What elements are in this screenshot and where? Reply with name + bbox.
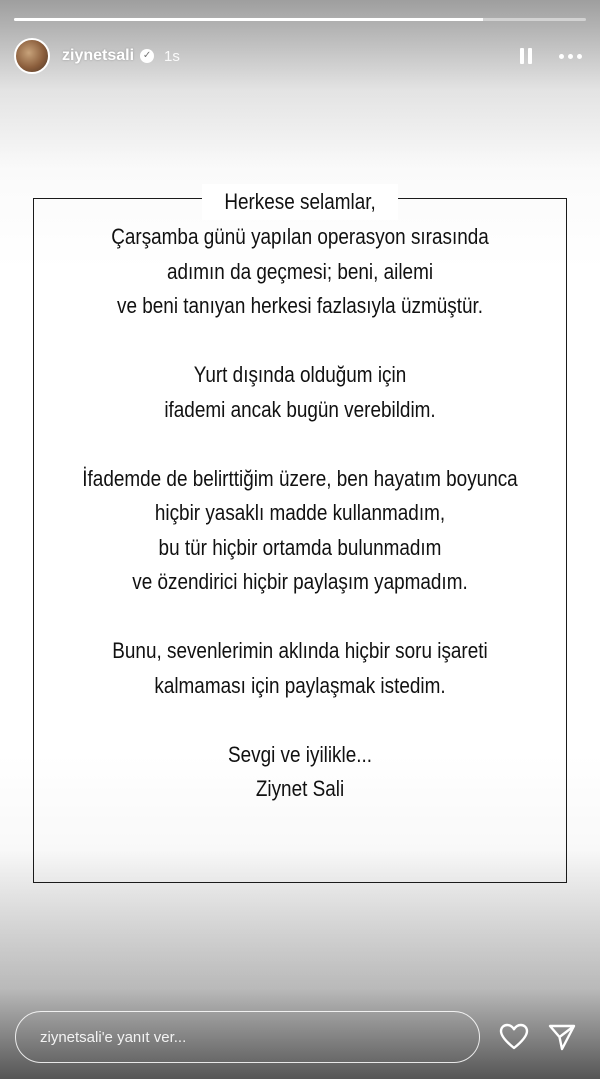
statement-line: ifademi ancak bugün verebildim. [164,396,436,422]
story-progress-bar [14,18,586,21]
statement-line: hiçbir yasaklı madde kullanmadım, [154,500,446,525]
statement-body [33,220,567,807]
paragraph-gap [33,324,567,359]
statement-line: Ziynet Sali [255,776,345,801]
share-button[interactable] [543,1018,581,1056]
paragraph-gap [33,600,567,635]
statement-line: ve özendirici hiçbir paylaşım yapmadım. [132,569,468,594]
story-header [14,36,586,76]
like-button[interactable] [495,1018,533,1056]
statement-line: Çarşamba günü yapılan operasyon sırasında [111,224,489,249]
paragraph-gap [33,703,567,738]
statement-text [33,184,567,807]
pause-button[interactable] [512,42,540,70]
post-time: 1s [164,47,180,65]
statement-line: Bunu, sevenlerimin aklında hiçbir soru işareti [112,638,488,663]
paragraph-gap [33,427,567,462]
statement-line: bu tür hiçbir ortamda bulunmadım [158,534,442,560]
statement-line: Sevgi ve iyilikle... [227,741,373,767]
username[interactable]: ziynetsali [62,47,135,64]
more-options-button[interactable] [554,42,586,70]
statement-line: Yurt dışında olduğum için [193,362,407,387]
statement-line: İfademde de belirttiğim üzere, ben hayatım boyunca [82,465,518,491]
statement-line: ve beni tanıyan herkesi fazlasıyla üzmüştür. [117,293,483,318]
reply-placeholder: ziynetsali'e yanıt ver... [40,1028,187,1046]
story-progress-fill [14,18,483,21]
statement-line: kalmaması için paylaşmak istedim. [154,672,446,698]
pause-icon [520,48,524,64]
verified-badge-icon: ✓ [140,49,154,63]
heart-icon [499,1023,529,1051]
reply-input[interactable] [15,1011,480,1063]
avatar[interactable] [14,38,50,74]
statement-heading: Herkese selamlar, [202,184,398,220]
statement-line: adımın da geçmesi; beni, ailemi [166,258,434,284]
send-icon [547,1023,577,1051]
more-icon [559,54,564,59]
